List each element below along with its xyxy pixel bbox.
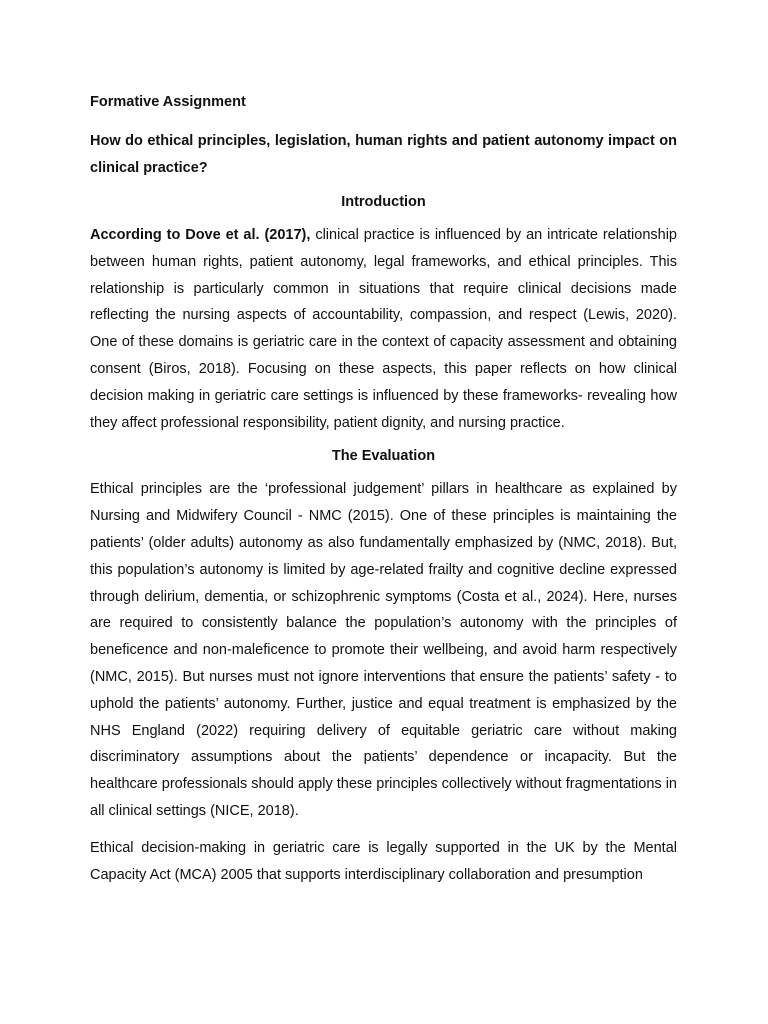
assignment-question: How do ethical principles, legislation, human rights and patient autonomy impact on clinical practice? <box>90 133 677 176</box>
introduction-body-text: clinical practice is influenced by an intricate relationship between human rights, patient autonomy, legal frameworks, and ethical principles. This relationship is particularly common in situations that require clinical decisions made reflecting the nursing aspects of accountability, compassion, and respect (Lewis, 2020). One of these domains is geriatric care in the context of capacity assessment and obtaining consent (Biros, 2018). Focusing on these aspects, this paper reflects on how clinical decision making in geriatric care settings is influenced by these frameworks- revealing how they affect professional responsibility, patient dignity, and nursing practice. <box>90 227 677 431</box>
introduction-paragraph <box>90 222 677 436</box>
evaluation-paragraph-2: Ethical decision-making in geriatric care is legally supported in the UK by the Mental Capacity Act (MCA) 2005 that supports interdisciplinary collaboration and presumption <box>90 839 677 883</box>
document-page <box>90 92 677 898</box>
assignment-label: Formative Assignment <box>90 94 246 110</box>
introduction-lead-citation: According to Dove et al. (2017), <box>90 227 311 243</box>
evaluation-paragraph-1: Ethical principles are the ‘professional judgement’ pillars in healthcare as explained by Nursing and Midwifery Council - NMC (2015). One of these principles is maintaining the patients’ (older adults) autonomy as also fundamentally emphasized by (NMC, 2018). But, this population’s autonomy is limited by age-related frailty and cognitive decline expressed through delirium, dementia, or schizophrenic symptoms (Costa et al., 2024). Here, nurses are required to consistently balance the population’s autonomy with the principles of beneficence and non-maleficence to promote their wellbeing, and avoid harm respectively (NMC, 2015). But nurses must not ignore interventions that ensure the patients’ safety - to uphold the patients’ autonomy. Further, justice and equal treatment is emphasized by the NHS England (2022) requiring delivery of equitable geriatric care without making discriminatory assumptions about the patients’ dependence or incapacity. But the healthcare professionals should apply these principles collectively without fragmentations in all clinical settings (NICE, 2018). <box>90 481 677 819</box>
evaluation-heading: The Evaluation <box>331 448 436 465</box>
introduction-heading: Introduction <box>341 194 426 210</box>
